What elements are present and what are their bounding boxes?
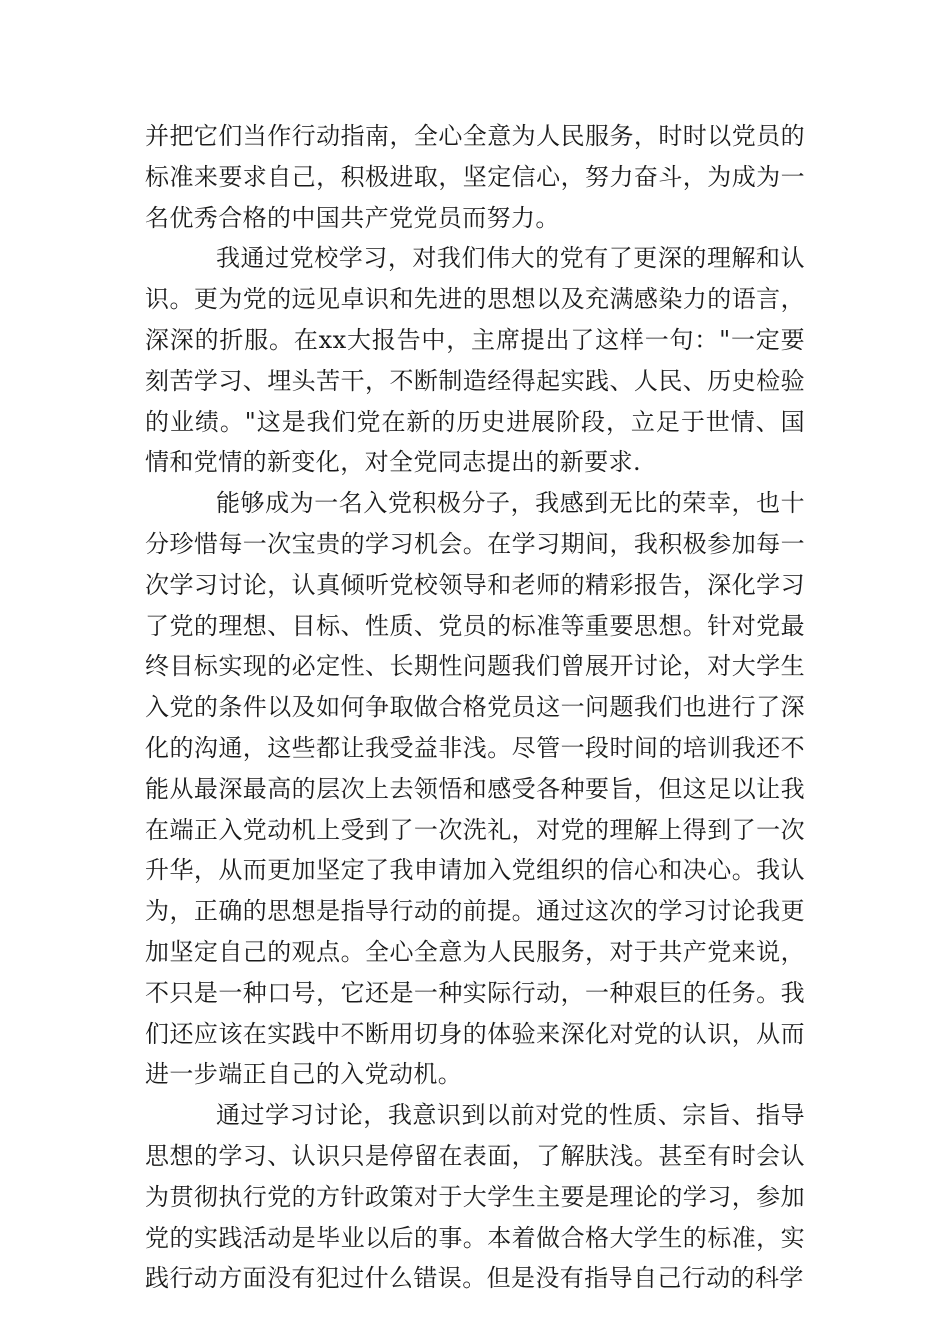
paragraph-4: 通过学习讨论，我意识到以前对党的性质、宗旨、指导思想的学习、认识只是停留在表面，了解肤浅。甚至有时会认为贯彻执行党的方针政策对于大学生主要是理论的学习，参加党的实践活动是毕业以后的事。本着做合格大学生的标准，实践行动方面没有犯过什么错误。但是没有指导自己行动的科学 [145, 1101, 805, 1293]
paragraph-1: 并把它们当作行动指南，全心全意为人民服务，时时以党员的标准来要求自己，积极进取，坚定信心，努力奋斗，为成为一名优秀合格的中国共产党党员而努力。 [145, 122, 805, 232]
paragraph-2: 我通过党校学习，对我们伟大的党有了更深的理解和认识。更为党的远见卓识和先进的思想以及充满感染力的语言，深深的折服。在xx大报告中，主席提出了这样一句："一定要刻苦学习、埋头苦干，不断制造经得起实践、人民、历史检验的业绩。"这是我们党在新的历史进展阶段，立足于世情、国情和党情的新变化，对全党同志提出的新要求. [145, 244, 805, 477]
document-page [145, 116, 805, 1299]
paragraph-3: 能够成为一名入党积极分子，我感到无比的荣幸，也十分珍惜每一次宝贵的学习机会。在学习期间，我积极参加每一次学习讨论，认真倾听党校领导和老师的精彩报告，深化学习了党的理想、目标、性质、党员的标准等重要思想。针对党最终目标实现的必定性、长期性问题我们曾展开讨论，对大学生入党的条件以及如何争取做合格党员这一问题我们也进行了深化的沟通，这些都让我受益非浅。尽管一段时间的培训我还不能从最深最高的层次上去领悟和感受各种要旨，但这足以让我在端正入党动机上受到了一次洗礼，对党的理解上得到了一次升华，从而更加坚定了我申请加入党组织的信心和决心。我认为，正确的思想是指导行动的前提。通过这次的学习讨论我更加坚定自己的观点。全心全意为人民服务，对于共产党来说，不只是一种口号，它还是一种实际行动，一种艰巨的任务。我们还应该在实践中不断用切身的体验来深化对党的认识，从而进一步端正自己的入党动机。 [145, 489, 805, 1089]
